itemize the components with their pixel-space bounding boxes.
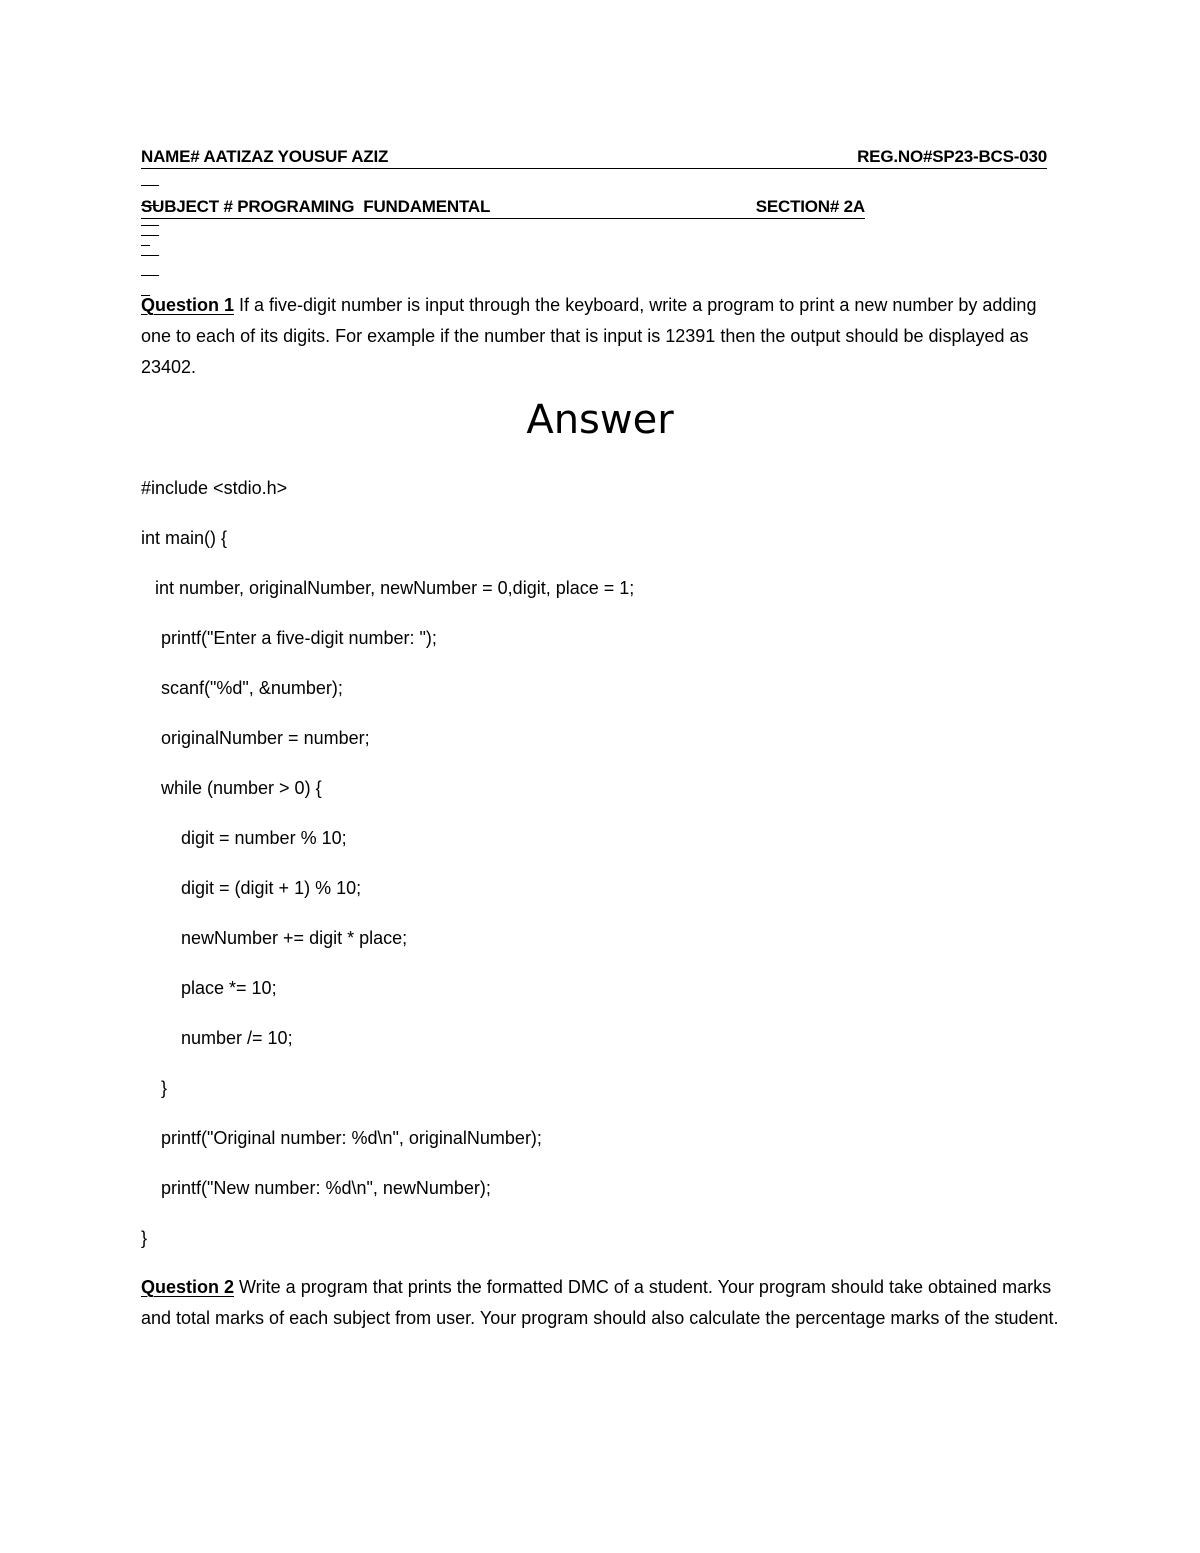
code-line: printf("Original number: %d\n", originalNumber);: [161, 1128, 542, 1148]
code-line: while (number > 0) {: [161, 778, 322, 798]
code-line: }: [161, 1078, 168, 1098]
question-2: [141, 1272, 1061, 1334]
code-line: originalNumber = number;: [161, 728, 370, 748]
code-line: #include <stdio.h>: [141, 478, 288, 498]
code-line: int main() {: [141, 528, 228, 548]
student-name: NAME# AATIZAZ YOUSUF AZIZ: [141, 147, 389, 166]
subject-name: SUBJECT # PROGRAMING FUNDAMENTAL: [141, 197, 491, 216]
code-line: scanf("%d", &number);: [161, 678, 343, 698]
code-line: digit = (digit + 1) % 10;: [181, 878, 362, 898]
code-line: newNumber += digit * place;: [181, 928, 408, 948]
code-line: digit = number % 10;: [181, 828, 347, 848]
question-2-label: Question 2: [141, 1277, 235, 1297]
question-1-label: Question 1: [141, 295, 235, 315]
section-number: SECTION# 2A: [755, 197, 865, 216]
registration-number: REG.NO#SP23-BCS-030: [857, 147, 1047, 166]
answer-heading: Answer: [526, 397, 674, 443]
code-line: }: [141, 1228, 148, 1248]
question-1-text: If a five-digit number is input through the keyboard, write a program to print a new number by adding one to each of its digits. For example if the number that is input is 12391 then the output should be displayed as 23402.: [141, 295, 1037, 377]
code-line: printf("Enter a five-digit number: ");: [161, 628, 437, 648]
code-line: number /= 10;: [181, 1028, 293, 1048]
question-2-text: Write a program that prints the formatted DMC of a student. Your program should take obtained marks and total marks of each subject from user. Your program should also calculate the percentage marks of the student.: [141, 1277, 1059, 1328]
code-line: place *= 10;: [181, 978, 277, 998]
code-line: int number, originalNumber, newNumber = 0,digit, place = 1;: [155, 578, 635, 598]
code-line: printf("New number: %d\n", newNumber);: [161, 1178, 491, 1198]
